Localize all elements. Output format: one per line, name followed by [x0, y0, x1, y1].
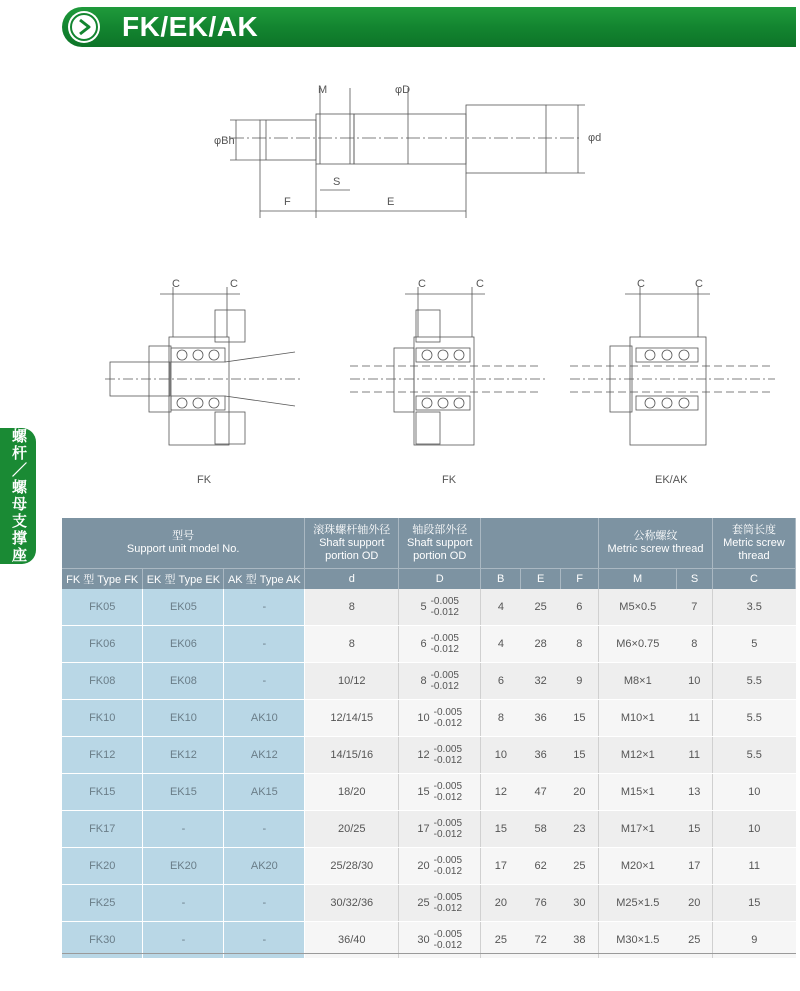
cell-D-tolerance	[434, 818, 462, 840]
subheader-C: C	[713, 569, 796, 590]
cell-S: 17	[677, 848, 713, 885]
cell-S: 10	[677, 663, 713, 700]
cell-d: 36/40	[305, 922, 399, 959]
cell-ek-model: EK15	[143, 774, 224, 811]
cell-D	[399, 663, 481, 700]
cell-d: 8	[305, 589, 399, 626]
cell-B: 20	[481, 885, 521, 922]
cell-d: 20/25	[305, 811, 399, 848]
header-sleeve-text: 套筒长度 Metric screw thread	[723, 523, 785, 562]
subheader-ek: EK 型 Type EK	[143, 569, 224, 590]
cell-fk-model: FK20	[62, 848, 143, 885]
header-blank	[481, 518, 599, 569]
cell-C: 15	[713, 885, 796, 922]
label-F: F	[284, 196, 291, 208]
header-thread-text: 公称螺纹 Metric screw thread	[607, 530, 704, 555]
cell-D-value: 20	[417, 860, 430, 872]
cell-D-tolerance	[434, 929, 462, 951]
cell-D-value: 6	[420, 638, 427, 650]
cell-M: M8×1	[599, 663, 677, 700]
support-unit-drawing-fk-1	[105, 282, 305, 452]
tolerance-lower: -0.012	[433, 792, 463, 803]
subheader-ak: AK 型 Type AK	[224, 569, 305, 590]
cell-fk-model: FK06	[62, 626, 143, 663]
cell-M: M25×1.5	[599, 885, 677, 922]
cell-S: 7	[677, 589, 713, 626]
cell-C: 3.5	[713, 589, 796, 626]
cell-D	[399, 589, 481, 626]
table-row	[62, 811, 796, 848]
cell-D-tolerance	[434, 781, 462, 803]
cell-d: 12/14/15	[305, 700, 399, 737]
cell-B: 15	[481, 811, 521, 848]
cell-D-value: 25	[417, 897, 430, 909]
label-M: M	[318, 84, 328, 96]
cell-fk-model: FK15	[62, 774, 143, 811]
cell-ak-model: AK20	[224, 848, 305, 885]
label-C: C	[695, 278, 703, 290]
cell-M: M20×1	[599, 848, 677, 885]
cell-fk-model: FK25	[62, 885, 143, 922]
cell-F: 9	[561, 663, 599, 700]
table-row	[62, 774, 796, 811]
cell-ak-model: -	[224, 663, 305, 700]
cell-D-tolerance	[434, 744, 462, 766]
cell-D-value: 5	[420, 601, 427, 613]
table-row	[62, 848, 796, 885]
cell-B: 4	[481, 626, 521, 663]
cell-D	[399, 774, 481, 811]
cell-F: 8	[561, 626, 599, 663]
cell-ek-model: -	[143, 885, 224, 922]
tolerance-upper: -0.005	[433, 744, 463, 755]
cell-ek-model: -	[143, 811, 224, 848]
cell-E: 76	[521, 885, 561, 922]
cell-d: 10/12	[305, 663, 399, 700]
cell-S: 11	[677, 737, 713, 774]
cell-ek-model: EK05	[143, 589, 224, 626]
cell-S: 8	[677, 626, 713, 663]
cell-fk-model: FK05	[62, 589, 143, 626]
cell-M: M30×1.5	[599, 922, 677, 959]
cell-C: 9	[713, 922, 796, 959]
cell-fk-model: FK08	[62, 663, 143, 700]
cell-ek-model: EK12	[143, 737, 224, 774]
caption-fk: FK	[197, 474, 212, 486]
cell-B: 12	[481, 774, 521, 811]
label-C: C	[172, 278, 180, 290]
cell-S: 20	[677, 885, 713, 922]
cell-D	[399, 848, 481, 885]
cell-M: M5×0.5	[599, 589, 677, 626]
cell-F: 15	[561, 700, 599, 737]
cell-C: 11	[713, 848, 796, 885]
cell-D-tolerance	[431, 596, 459, 618]
cell-S: 13	[677, 774, 713, 811]
cell-M: M17×1	[599, 811, 677, 848]
tolerance-lower: -0.012	[430, 644, 459, 655]
cell-M: M6×0.75	[599, 626, 677, 663]
cell-d: 8	[305, 626, 399, 663]
tolerance-upper: -0.005	[430, 596, 459, 607]
tolerance-lower: -0.012	[433, 866, 463, 877]
header-thread	[599, 518, 713, 569]
label-S: S	[333, 176, 341, 188]
cell-d: 30/32/36	[305, 885, 399, 922]
label-C: C	[476, 278, 484, 290]
table-bottom-rule	[62, 953, 796, 954]
cell-D	[399, 885, 481, 922]
cell-F: 23	[561, 811, 599, 848]
tolerance-lower: -0.012	[433, 829, 463, 840]
cell-C: 5.5	[713, 737, 796, 774]
cell-fk-model: FK12	[62, 737, 143, 774]
cell-D-value: 12	[417, 749, 430, 761]
cell-E: 25	[521, 589, 561, 626]
cell-D	[399, 737, 481, 774]
tolerance-upper: -0.005	[430, 670, 459, 681]
label-phiD: φD	[395, 84, 411, 96]
cell-E: 72	[521, 922, 561, 959]
tolerance-upper: -0.005	[433, 929, 463, 940]
page-title: FK/EK/AK	[122, 11, 259, 42]
caption-ekak: EK/AK	[655, 474, 688, 486]
tolerance-lower: -0.012	[430, 681, 459, 692]
cell-F: 15	[561, 737, 599, 774]
cell-F: 6	[561, 589, 599, 626]
cell-d: 18/20	[305, 774, 399, 811]
table-row	[62, 700, 796, 737]
cell-D	[399, 700, 481, 737]
cell-D-tolerance	[431, 670, 459, 692]
tolerance-upper: -0.005	[433, 892, 463, 903]
cell-B: 10	[481, 737, 521, 774]
cell-C: 10	[713, 811, 796, 848]
header-shaft-od-text: 滚珠螺杆轴外径 Shaft support portion OD	[313, 523, 391, 562]
tolerance-upper: -0.005	[433, 855, 463, 866]
table-row	[62, 737, 796, 774]
cell-S: 11	[677, 700, 713, 737]
cell-B: 8	[481, 700, 521, 737]
subheader-E: E	[521, 569, 561, 590]
label-E: E	[387, 196, 395, 208]
cell-M: M15×1	[599, 774, 677, 811]
cell-ek-model: EK20	[143, 848, 224, 885]
cell-D-tolerance	[434, 892, 462, 914]
caption-fk: FK	[442, 474, 457, 486]
cell-ak-model: -	[224, 885, 305, 922]
tolerance-lower: -0.012	[433, 940, 463, 951]
header-segment-od-text: 轴段部外径 Shaft support portion OD	[407, 523, 473, 562]
cell-C: 5.5	[713, 663, 796, 700]
cell-D-value: 8	[420, 675, 427, 687]
cell-ak-model: AK12	[224, 737, 305, 774]
subheader-S: S	[677, 569, 713, 590]
header-shaft-od	[305, 518, 399, 569]
subheader-D: D	[399, 569, 481, 590]
cell-B: 6	[481, 663, 521, 700]
subheader-B: B	[481, 569, 521, 590]
cell-D-value: 30	[417, 934, 430, 946]
cell-D-tolerance	[431, 633, 459, 655]
header-model-text: 型号 Support unit model No.	[126, 530, 240, 555]
arrow-right-icon	[68, 11, 100, 43]
cell-B: 17	[481, 848, 521, 885]
tolerance-upper: -0.005	[433, 781, 463, 792]
cell-d: 25/28/30	[305, 848, 399, 885]
cell-ak-model: -	[224, 589, 305, 626]
header-model	[62, 518, 305, 569]
cell-ek-model: -	[143, 922, 224, 959]
cell-D-tolerance	[434, 707, 462, 729]
support-unit-drawing-ekak	[570, 282, 780, 452]
cell-ak-model: AK10	[224, 700, 305, 737]
cell-F: 25	[561, 848, 599, 885]
cell-ak-model: -	[224, 811, 305, 848]
tolerance-lower: -0.012	[430, 607, 459, 618]
cell-d: 14/15/16	[305, 737, 399, 774]
tolerance-lower: -0.012	[433, 718, 463, 729]
cell-C: 5.5	[713, 700, 796, 737]
cell-S: 15	[677, 811, 713, 848]
cell-F: 20	[561, 774, 599, 811]
cell-B: 4	[481, 589, 521, 626]
shaft-dimension-drawing	[200, 78, 620, 228]
header-sleeve	[713, 518, 796, 569]
cell-E: 36	[521, 700, 561, 737]
cell-B: 25	[481, 922, 521, 959]
cell-ak-model: -	[224, 922, 305, 959]
header-segment-od	[399, 518, 481, 569]
cell-C: 10	[713, 774, 796, 811]
tolerance-upper: -0.005	[430, 633, 459, 644]
cell-fk-model: FK30	[62, 922, 143, 959]
cell-ek-model: EK10	[143, 700, 224, 737]
label-C: C	[637, 278, 645, 290]
tolerance-lower: -0.012	[433, 903, 463, 914]
cell-C: 5	[713, 626, 796, 663]
cell-E: 47	[521, 774, 561, 811]
subheader-M: M	[599, 569, 677, 590]
subheader-fk: FK 型 Type FK	[62, 569, 143, 590]
support-unit-drawing-fk-2	[350, 282, 550, 452]
cell-ak-model: AK15	[224, 774, 305, 811]
cell-D-value: 10	[417, 712, 430, 724]
label-C: C	[418, 278, 426, 290]
cell-D	[399, 811, 481, 848]
cell-E: 32	[521, 663, 561, 700]
cell-D	[399, 626, 481, 663]
subheader-F: F	[561, 569, 599, 590]
tolerance-lower: -0.012	[433, 755, 463, 766]
table-row	[62, 626, 796, 663]
cell-D-value: 17	[417, 823, 430, 835]
cell-ak-model: -	[224, 626, 305, 663]
cell-D-tolerance	[434, 855, 462, 877]
cell-D-value: 15	[417, 786, 430, 798]
cell-fk-model: FK17	[62, 811, 143, 848]
cell-E: 62	[521, 848, 561, 885]
table-row	[62, 663, 796, 700]
cell-ek-model: EK08	[143, 663, 224, 700]
spec-table	[62, 518, 796, 959]
cell-E: 36	[521, 737, 561, 774]
cell-E: 58	[521, 811, 561, 848]
subheader-d: d	[305, 569, 399, 590]
cell-M: M12×1	[599, 737, 677, 774]
cell-F: 38	[561, 922, 599, 959]
table-row	[62, 589, 796, 626]
cell-fk-model: FK10	[62, 700, 143, 737]
label-phiBh: φBh	[214, 135, 235, 147]
tolerance-upper: -0.005	[433, 818, 463, 829]
label-C: C	[230, 278, 238, 290]
title-bar	[62, 7, 796, 47]
tolerance-upper: -0.005	[433, 707, 463, 718]
cell-S: 25	[677, 922, 713, 959]
cell-F: 30	[561, 885, 599, 922]
cell-M: M10×1	[599, 700, 677, 737]
cell-ek-model: EK06	[143, 626, 224, 663]
label-phid: φd	[588, 132, 602, 144]
side-section-tab[interactable]: 螺杆／螺母支撑座	[0, 428, 36, 564]
table-row	[62, 885, 796, 922]
cell-E: 28	[521, 626, 561, 663]
